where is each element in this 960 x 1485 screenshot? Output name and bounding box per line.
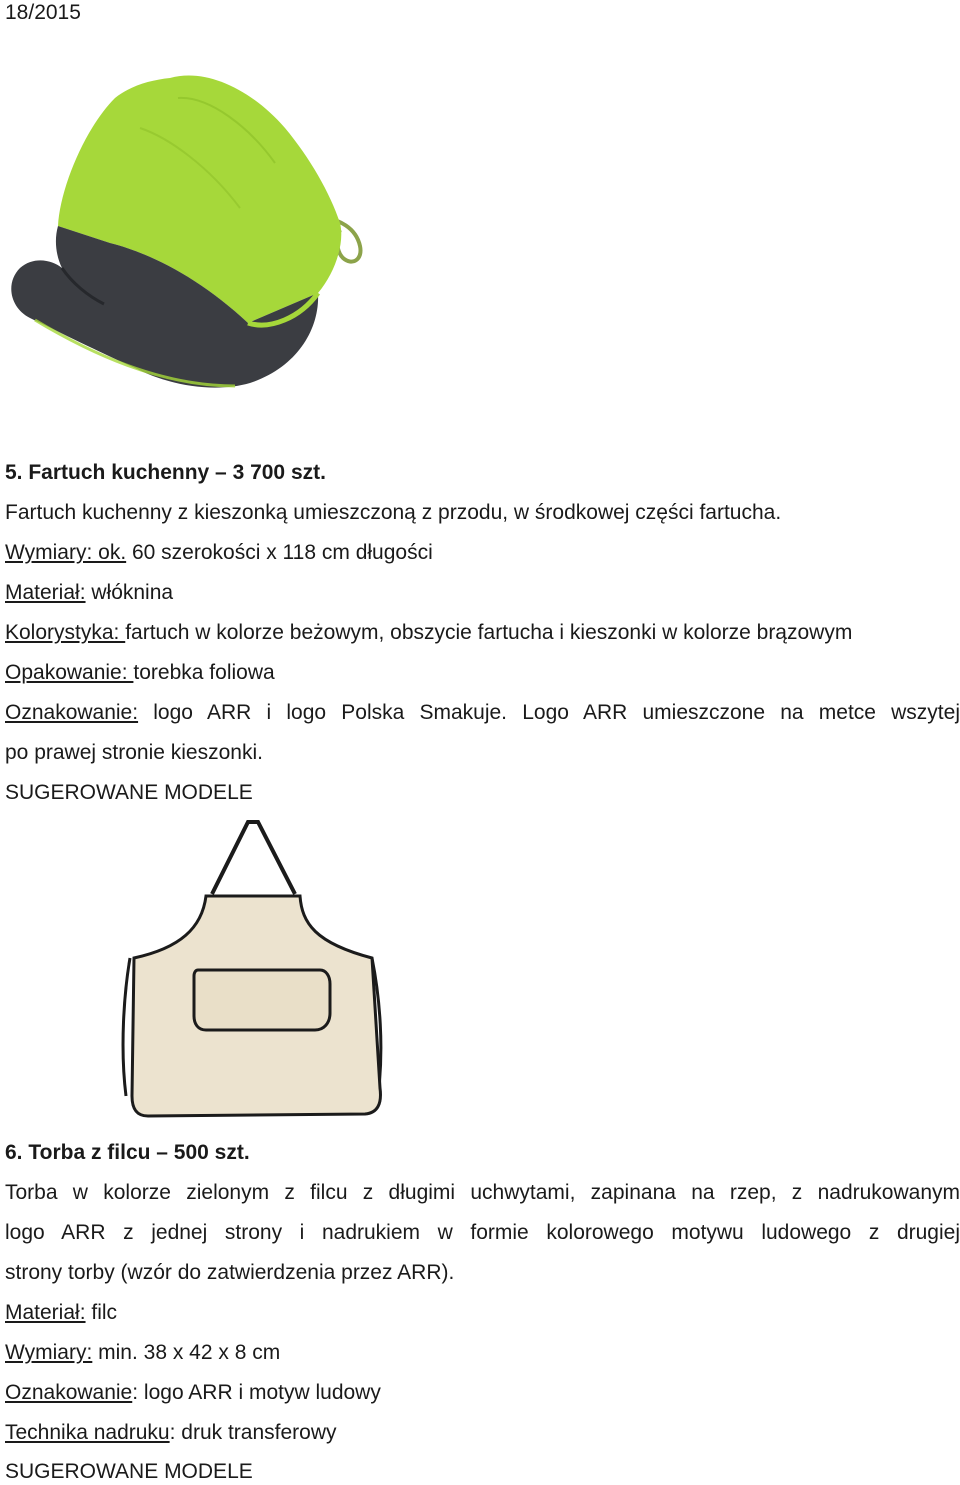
apron-left-tie <box>123 958 130 1096</box>
dimensions-value: 60 szerokości x 118 cm długości <box>126 541 433 564</box>
print-value: : druk transferowy <box>169 1421 337 1444</box>
material-value: włóknina <box>85 581 174 604</box>
dimensions-value: min. 38 x 42 x 8 cm <box>92 1341 281 1364</box>
item-6-dimensions <box>5 1340 280 1366</box>
dimensions-label: Wymiary: <box>5 1341 93 1364</box>
item-6-description-line-1: Torba w kolorze zielonym z filcu z długimi uchwytami, zapinana na rzep, z nadrukowanym <box>5 1181 960 1204</box>
item-6-material <box>5 1300 117 1326</box>
item-5-heading: 5. Fartuch kuchenny – 3 700 szt. <box>5 461 326 484</box>
material-value: filc <box>85 1301 118 1324</box>
colors-value: fartuch w kolorze beżowym, obszycie fartucha i kieszonki w kolorze brązowym <box>125 621 853 644</box>
item-6-print-technique <box>5 1420 337 1446</box>
apron-neck-strap <box>212 822 295 894</box>
item-6-description-line-3: strony torby (wzór do zatwierdzenia przez ARR). <box>5 1261 455 1284</box>
colors-label: Kolorystyka: <box>5 621 126 644</box>
apron-image <box>110 818 400 1123</box>
item-6-suggested-models: SUGEROWANE MODELE <box>5 1460 253 1483</box>
item-5-suggested-models: SUGEROWANE MODELE <box>5 781 253 804</box>
item-6-heading: 6. Torba z filcu – 500 szt. <box>5 1141 250 1164</box>
apron-pocket <box>194 970 330 1030</box>
material-label: Materiał: <box>5 1301 86 1324</box>
page-number: 18/2015 <box>5 1 81 24</box>
item-6-description-line-2: logo ARR z jednej strony i nadrukiem w formie kolorowego motywu ludowego z drugiej <box>5 1221 960 1244</box>
item-6-marking <box>5 1380 381 1406</box>
marking-value: : logo ARR i motyw ludowy <box>132 1381 381 1404</box>
item-5-packaging <box>5 660 275 686</box>
material-label: Materiał: <box>5 581 86 604</box>
packaging-label: Opakowanie: <box>5 661 134 684</box>
dimensions-label: Wymiary: ok. <box>5 541 127 564</box>
item-5-colors <box>5 620 852 646</box>
marking-value: logo ARR i logo Polska Smakuje. Logo ARR umieszczone na metce wszytej <box>138 701 960 724</box>
print-label: Technika nadruku <box>5 1421 170 1444</box>
marking-label: Oznakowanie: <box>5 701 139 724</box>
item-5-material <box>5 580 173 606</box>
packaging-value: torebka foliowa <box>133 661 275 684</box>
item-5-description: Fartuch kuchenny z kieszonką umieszczoną z przodu, w środkowej części fartucha. <box>5 501 782 524</box>
oven-mitt-image <box>0 68 380 393</box>
marking-label: Oznakowanie <box>5 1381 133 1404</box>
item-5-marking <box>5 700 960 726</box>
item-5-dimensions <box>5 540 433 566</box>
item-5-marking-continued: po prawej stronie kieszonki. <box>5 741 263 764</box>
